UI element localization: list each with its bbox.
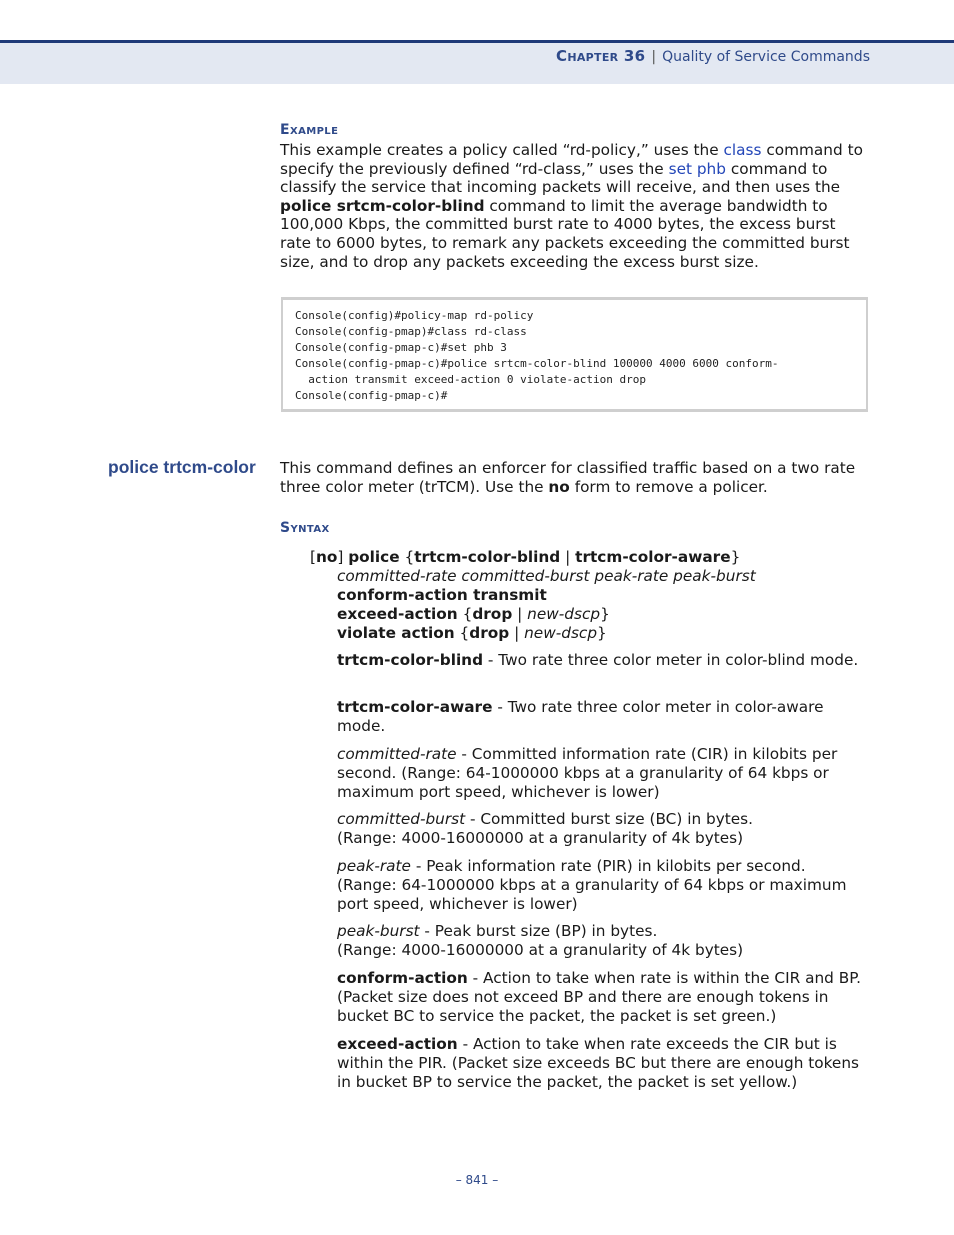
- syntax-bar: |: [560, 548, 576, 566]
- param-term: trtcm-color-aware: [337, 698, 493, 716]
- brace-close: }: [600, 605, 610, 623]
- param-term: conform-action: [337, 969, 468, 987]
- param-range: (Range: 4000-16000000 at a granularity of 4k bytes): [337, 829, 744, 847]
- param-desc: - Action to take when rate exceeds the CIR but is within the PIR. (Packet size exceeds BC but there are enough tokens in bucket BP to service the packet, the packet is set yellow.): [337, 1035, 860, 1091]
- param-term: peak-rate: [337, 857, 411, 875]
- bracket-close: ]: [337, 548, 349, 566]
- param-desc: - Peak burst size (BP) in bytes.: [419, 922, 658, 940]
- running-header: [556, 47, 870, 65]
- syntax-bar: |: [509, 624, 525, 642]
- page-number: – 841 –: [455, 1173, 499, 1187]
- syntax-blind: trtcm-color-blind: [414, 548, 561, 566]
- page-header: [0, 40, 954, 84]
- command-title: police trtcm-color: [108, 457, 256, 477]
- param-committed-burst: [337, 810, 872, 848]
- brace-open: {: [454, 624, 470, 642]
- syntax-police: police: [348, 548, 400, 566]
- example-paragraph: [280, 141, 870, 271]
- param-peak-rate: [337, 857, 872, 914]
- param-range: (Range: 4000-16000000 at a granularity of 4k bytes): [337, 941, 744, 959]
- syntax-aware: trtcm-color-aware: [575, 548, 731, 566]
- param-peak-burst: [337, 922, 872, 960]
- chapter-title: Quality of Service Commands: [662, 49, 870, 65]
- bracket-open: [: [310, 548, 316, 566]
- example-text-3: command to classify the service that incoming packets will receive, and then uses the: [280, 159, 841, 197]
- syntax-violate-drop: drop: [469, 624, 510, 642]
- param-desc: - Peak information rate (PIR) in kilobits per second.: [410, 857, 806, 875]
- syntax-rate-args: committed-rate committed-burst peak-rate peak-burst: [337, 567, 756, 585]
- param-term: committed-burst: [337, 810, 466, 828]
- brace-close: }: [730, 548, 741, 566]
- param-trtcm-color-aware: [337, 698, 872, 736]
- syntax-violate-dscp: new-dscp: [524, 624, 598, 642]
- syntax-conform: conform-action transmit: [337, 586, 547, 604]
- param-trtcm-color-blind: [337, 651, 872, 670]
- class-link[interactable]: class: [723, 141, 762, 159]
- chapter-label: Chapter 36: [556, 47, 646, 65]
- syntax-heading: Syntax: [280, 520, 330, 536]
- brace-open: {: [457, 605, 473, 623]
- header-separator: |: [651, 49, 657, 65]
- param-desc: - Committed information rate (CIR) in kilobits per second. (Range: 64-1000000 kbps at a granularity of 64 kbps or maximum port speed, whichever is lower): [337, 745, 838, 801]
- syntax-block: [310, 548, 870, 643]
- brace-open: {: [399, 548, 415, 566]
- syntax-no: no: [315, 548, 338, 566]
- syntax-line-4: [310, 605, 870, 624]
- syntax-violate: violate action: [337, 624, 455, 642]
- syntax-exceed: exceed-action: [337, 605, 458, 623]
- syntax-line-5: [310, 624, 870, 643]
- param-range: (Range: 64-1000000 kbps at a granularity of 64 kbps or maximum port speed, whichever is lower): [337, 876, 847, 913]
- command-desc-text-2: form to remove a policer.: [569, 477, 768, 496]
- param-desc: - Two rate three color meter in color-aware mode.: [337, 698, 824, 735]
- param-exceed-action: [337, 1035, 872, 1092]
- param-conform-action: [337, 969, 872, 1026]
- code-example: Console(config)#policy-map rd-policy Console(config-pmap)#class rd-class Console(config-pmap-c)#set phb 3 Console(config-pmap-c)#police srtcm-color-blind 100000 4000 6000 conform- action transmit exceed-action 0 violate-action drop Console(config-pmap-c)#: [295, 309, 779, 402]
- syntax-exceed-dscp: new-dscp: [527, 605, 601, 623]
- syntax-line-3: [310, 586, 870, 605]
- syntax-bar: |: [512, 605, 528, 623]
- example-text-1: This example creates a policy called “rd-policy,” uses the: [280, 141, 724, 159]
- example-text-4: command to limit the average bandwidth to 100,000 Kbps, the committed burst rate to 4000 bytes, the excess burst rate to 6000 bytes, to remark any packets exceeding the committed burst size, and to drop any packets exceeding the excess burst size.: [280, 196, 850, 271]
- param-committed-rate: [337, 745, 872, 802]
- brace-close: }: [597, 624, 607, 642]
- set-phb-link[interactable]: set phb: [668, 159, 726, 178]
- param-term: committed-rate: [337, 745, 457, 763]
- syntax-line-2: [310, 567, 870, 586]
- example-bold-command: police srtcm-color-blind: [280, 196, 485, 215]
- example-text-2: command to specify the previously defined “rd-class,” uses the: [280, 141, 863, 178]
- syntax-line-1: [310, 548, 870, 567]
- command-desc-no: no: [548, 477, 570, 496]
- param-term: exceed-action: [337, 1035, 458, 1053]
- syntax-exceed-drop: drop: [472, 605, 513, 623]
- param-desc: - Committed burst size (BC) in bytes.: [465, 810, 754, 828]
- param-term: trtcm-color-blind: [337, 651, 484, 669]
- command-desc-text-1: This command defines an enforcer for classified traffic based on a two rate three color meter (trTCM). Use the: [280, 459, 856, 496]
- param-desc: - Action to take when rate is within the CIR and BP. (Packet size does not exceed BP and there are enough tokens in bucket BC to service the packet, the packet is set green.): [337, 969, 861, 1025]
- param-desc: - Two rate three color meter in color-blind mode.: [483, 651, 859, 669]
- example-heading: Example: [280, 122, 339, 138]
- param-term: peak-burst: [337, 922, 420, 940]
- code-example-box: [281, 297, 868, 412]
- command-description: [280, 459, 870, 496]
